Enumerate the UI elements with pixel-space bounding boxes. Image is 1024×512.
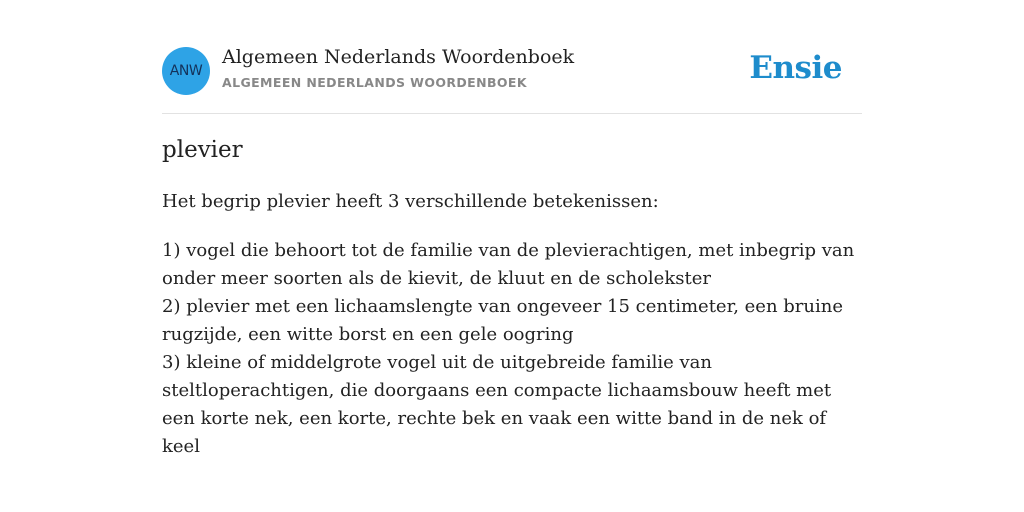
entry-intro: Het begrip plevier heeft 3 verschillende betekenissen: [162, 191, 659, 212]
definition-item: 2) plevier met een lichaamslengte van ongeveer 15 centimeter, een bruine rugzijde, een witte borst en een gele oogring [162, 296, 843, 345]
header-divider [162, 113, 862, 114]
source-subtitle: ALGEMEEN NEDERLANDS WOORDENBOEK [222, 75, 527, 90]
definition-list [162, 237, 862, 461]
definition-item: 3) kleine of middelgrote vogel uit de uitgebreide familie van steltloperachtigen, die doorgaans een compacte lichaamsbouw heeft met een korte nek, een korte, rechte bek en vaak een witte band in de nek of keel [162, 352, 832, 457]
definition-item: 1) vogel die behoort tot de familie van de plevierachtigen, met inbegrip van onder meer soorten als de kievit, de kluut en de scholekster [162, 240, 855, 289]
anw-logo[interactable]: ANW [162, 47, 210, 95]
ensie-brand-logo[interactable]: Ensie [749, 50, 842, 86]
source-title[interactable]: Algemeen Nederlands Woordenboek [222, 46, 575, 68]
entry-term: plevier [162, 137, 243, 163]
header [162, 46, 862, 96]
